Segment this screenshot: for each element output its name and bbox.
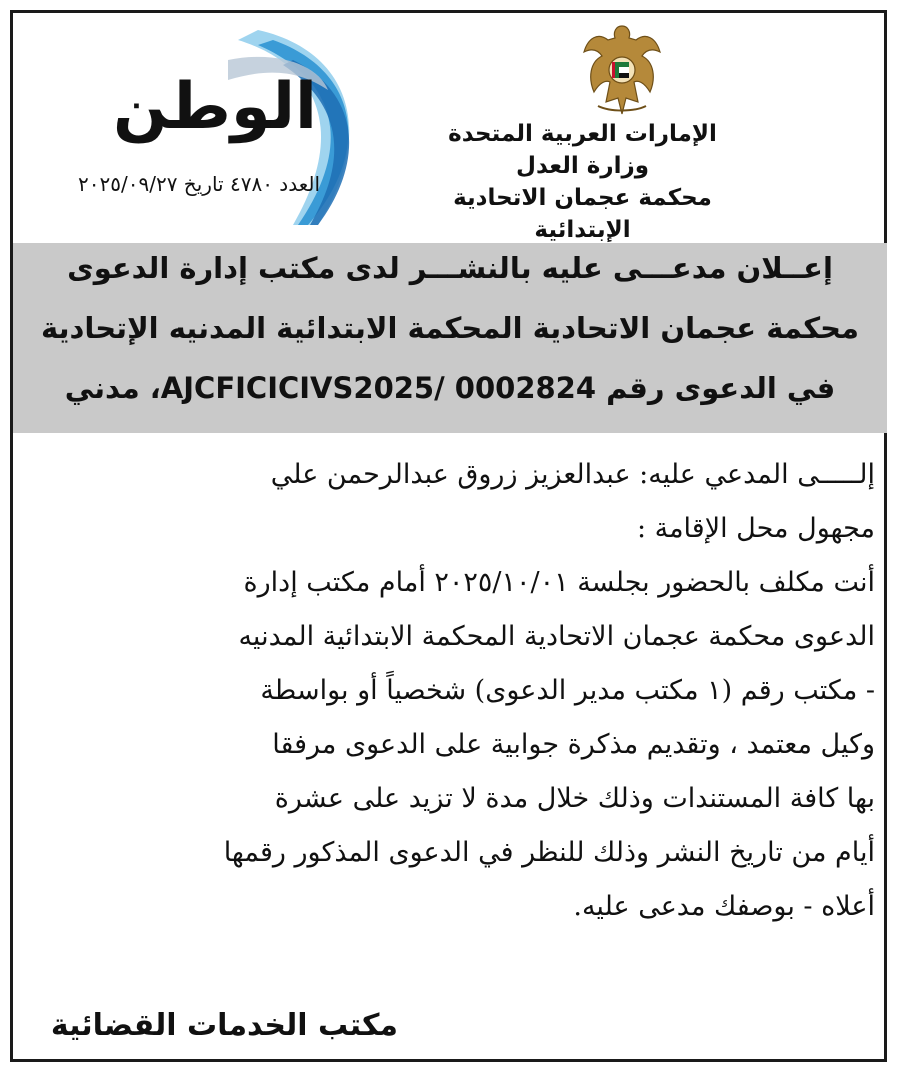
ministry-name: وزارة العدل bbox=[516, 153, 649, 179]
court-name: محكمة عجمان الاتحادية الإبتدائية bbox=[453, 185, 712, 243]
title-line-3: في الدعوى رقم AJCFICICIVS2025/ 0002824، مدني bbox=[64, 371, 836, 405]
body-line: الدعوى محكمة عجمان الاتحادية المحكمة الابتدائية المدنيه bbox=[238, 621, 875, 652]
title-line-1: إعــلان مدعـــى عليه بالنشـــر لدى مكتب إدارة الدعوى bbox=[67, 251, 833, 285]
body-line: إلـــــى المدعي عليه: عبدالعزيز زروق عبدالرحمن علي bbox=[270, 459, 875, 490]
body-line: - مكتب رقم (١ مكتب مدير الدعوى) شخصياً أو بواسطة bbox=[260, 675, 875, 706]
body-line: وكيل معتمد ، وتقديم مذكرة جوابية على الدعوى مرفقا bbox=[272, 729, 875, 760]
body-line: أيام من تاريخ النشر وذلك للنظر في الدعوى المذكور رقمها bbox=[223, 837, 875, 868]
title-band bbox=[13, 243, 887, 433]
body-line: أنت مكلف بالحضور بجلسة ٢٠٢٥/١٠/٠١ أمام مكتب إدارة bbox=[243, 567, 875, 598]
notice-body bbox=[30, 448, 875, 934]
issue-line: العدد ٤٧٨٠ تاريخ ٢٠٢٥/٠٩/٢٧ bbox=[78, 172, 320, 196]
government-header bbox=[420, 118, 745, 246]
body-line: أعلاه - بوصفك مدعى عليه. bbox=[573, 891, 875, 922]
newspaper-masthead bbox=[28, 20, 388, 230]
signature: مكتب الخدمات القضائية bbox=[50, 1008, 398, 1043]
newspaper-name: الوطن bbox=[113, 70, 317, 144]
uae-eagle-emblem-icon bbox=[580, 18, 664, 118]
body-line: مجهول محل الإقامة : bbox=[636, 513, 875, 544]
title-line-2: محكمة عجمان الاتحادية المحكمة الابتدائية المدنيه الإتحادية bbox=[41, 311, 859, 345]
country-name: الإمارات العربية المتحدة bbox=[448, 121, 717, 147]
body-line: بها كافة المستندات وذلك خلال مدة لا تزيد على عشرة bbox=[274, 783, 875, 814]
